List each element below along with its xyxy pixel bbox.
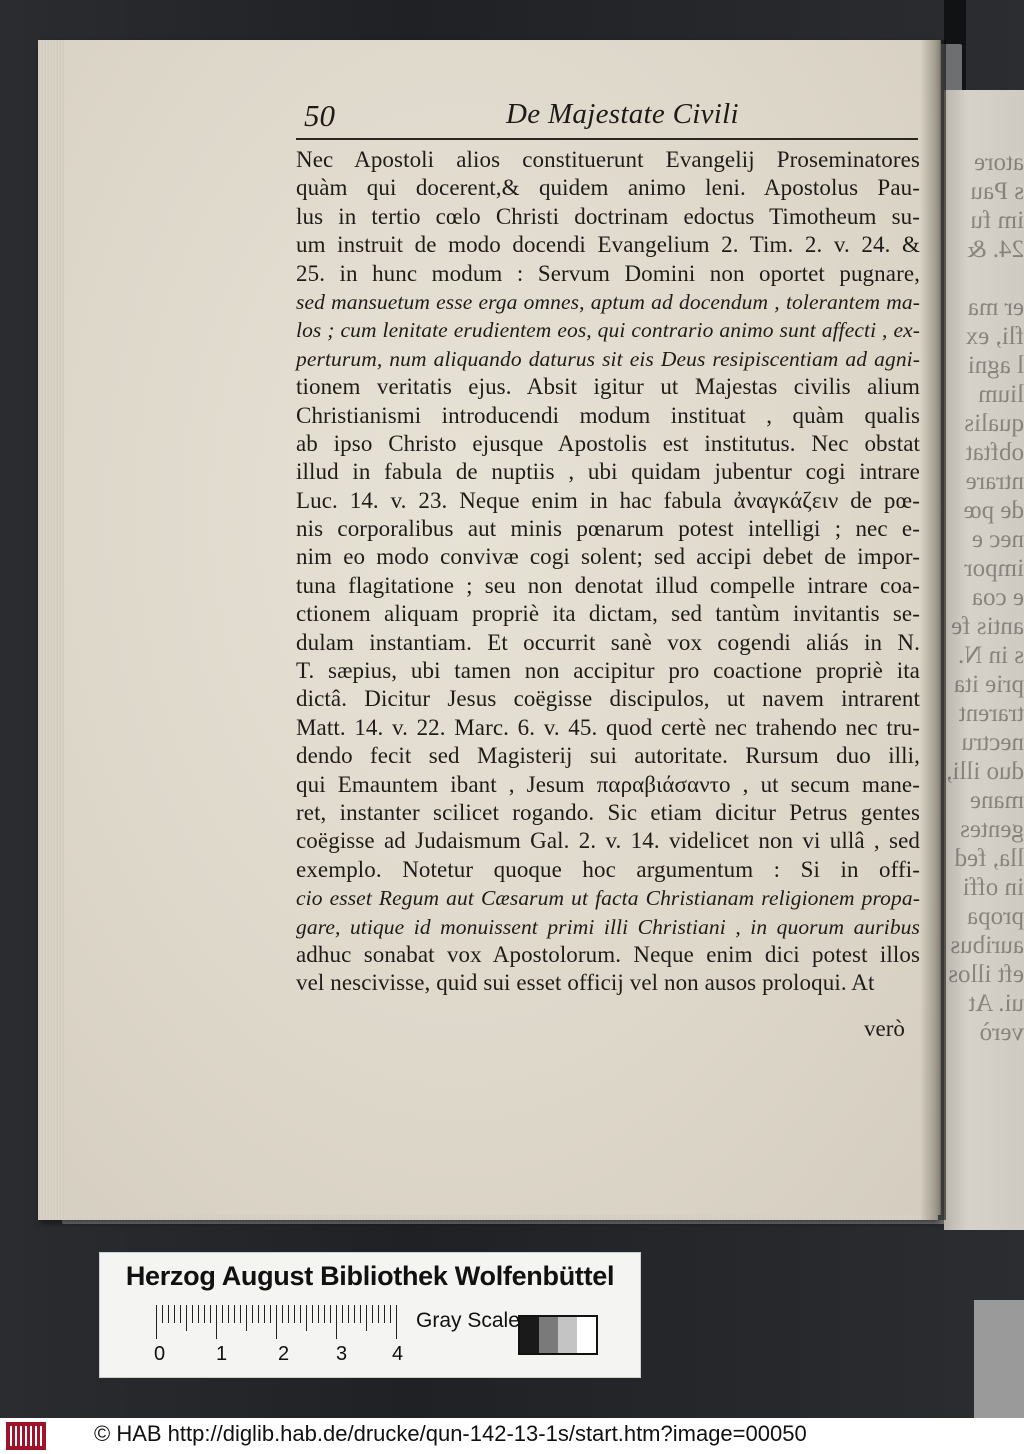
ruler-tick	[330, 1305, 331, 1323]
text-line: cio esset Regum aut Cæsarum ut facta Christianam religionem propa-	[296, 886, 920, 911]
text-line: perturum, num aliquando daturus sit eis Deus resipiscentiam ad agni-	[296, 346, 920, 371]
second-target-card	[974, 1300, 1024, 1420]
facing-page	[944, 90, 1024, 1230]
ruler-tick	[270, 1305, 271, 1323]
text-line: adhuc sonabat vox Apostolorum. Neque enim dici potest illos	[296, 941, 920, 967]
text-line: coëgisse ad Judaismum Gal. 2. v. 14. videlicet non vi ullâ , sed	[296, 828, 920, 854]
text-line: T. sæpius, ubi tamen non accipitur pro coactione propriè ita	[296, 658, 920, 684]
text-line: los ; cum lenitate erudientem eos, qui contrario animo sunt affecti , ex-	[296, 318, 920, 343]
ruler-tick	[342, 1305, 343, 1323]
text-line: quàm qui docerent,& quidem animo leni. Apostolus Pau-	[296, 175, 920, 201]
text-line: exemplo. Notetur quoque hoc argumentum : Si in offi-	[296, 856, 920, 882]
catchword: verò	[864, 1016, 905, 1041]
footer-bar	[0, 1418, 1024, 1454]
text-line: nis corporalibus aut minis pœnarum potest intelligi ; nec e-	[296, 516, 920, 542]
ruler-tick	[276, 1305, 277, 1339]
text-line: Luc. 14. v. 23. Neque enim in hac fabula ἀναγκάζειν de pœ-	[296, 487, 920, 513]
library-name: Herzog August Bibliothek Wolfenbüttel	[125, 1261, 615, 1291]
ruler-number: 2	[278, 1343, 290, 1365]
ruler-tick	[174, 1305, 175, 1323]
ruler-tick	[192, 1305, 193, 1323]
logo-stripe	[25, 1426, 27, 1446]
header-rule	[296, 138, 918, 140]
text-line: vel nescivisse, quid sui esset officij vel non ausos proloqui. At	[296, 970, 875, 996]
ruler-number: 4	[392, 1343, 404, 1365]
logo-stripe	[10, 1426, 12, 1446]
ruler-tick	[234, 1305, 235, 1323]
hab-logo-icon	[6, 1422, 46, 1450]
text-line: Christianismi introducendi modum instituat , quàm qualis	[296, 402, 920, 428]
logo-stripe	[35, 1426, 37, 1446]
page-header	[296, 96, 916, 136]
text-line: um instruit de modo docendi Evangelium 2. Tim. 2. v. 24. &	[296, 232, 920, 258]
text-line: gare, utique id monuissent primi illi Christiani , in quorum auribus	[296, 914, 920, 939]
ruler-tick	[156, 1305, 157, 1339]
text-line: dulam instantiam. Et occurrit sanè vox cogendi aliás in N.	[296, 629, 920, 655]
text-line: illud in fabula de nuptiis , ubi quidam jubentur cogi intrare	[296, 459, 920, 485]
ruler-tick	[204, 1305, 205, 1323]
ruler-number: 0	[154, 1343, 166, 1365]
text-line: ret, instanter scilicet rogando. Sic etiam dicitur Petrus gentes	[296, 799, 920, 825]
ruler-tick	[228, 1305, 229, 1323]
ruler-tick	[390, 1305, 391, 1323]
logo-stripe	[30, 1426, 32, 1446]
ruler-tick	[336, 1305, 337, 1339]
ruler-tick	[252, 1305, 253, 1323]
logo-stripe	[15, 1426, 17, 1446]
gray-swatches	[518, 1315, 598, 1355]
ruler-tick	[222, 1305, 223, 1323]
ruler-tick	[282, 1305, 283, 1323]
ruler-tick	[258, 1305, 259, 1323]
ruler-number: 1	[216, 1343, 228, 1365]
ruler-tick	[162, 1305, 163, 1323]
ruler-tick	[312, 1305, 313, 1323]
ruler-tick	[180, 1305, 181, 1323]
ruler-tick	[396, 1305, 397, 1339]
ruler-tick	[318, 1305, 319, 1323]
page-number: 50	[304, 98, 335, 133]
ruler-tick	[306, 1305, 307, 1331]
logo-stripe	[20, 1426, 22, 1446]
logo-stripe	[40, 1426, 42, 1446]
text-line: ctionem aliquam propriè ita dictam, sed tantùm invitantis se-	[296, 601, 920, 627]
ruler-tick	[210, 1305, 211, 1323]
gray-swatch	[558, 1317, 577, 1353]
ruler-tick	[264, 1305, 265, 1323]
ruler-tick	[300, 1305, 301, 1323]
text-line: ab ipso Christo ejusque Apostolis est institutus. Nec obstat	[296, 430, 920, 456]
running-title: De Majestate Civili	[506, 98, 739, 130]
text-line: Nec Apostoli alios constituerunt Evangelij Proseminatores	[296, 147, 920, 172]
gray-swatch	[577, 1317, 596, 1353]
ruler-number: 3	[336, 1343, 348, 1365]
ruler-tick	[240, 1305, 241, 1323]
gray-scale-label: Gray Scale	[416, 1309, 520, 1332]
facing-page-bleed: atore s Pau im fu 24. & er ma fli, ex l agni lium qualis obftat ntrare de pœ nec e impor e coa antis fe s in N. prie ita trarent nectru duo illi, mane gentes lla, fed in offi propa auribus eft illos ui. At verò	[946, 149, 1024, 1046]
ruler-tick	[348, 1305, 349, 1323]
text-line: qui Emauntem ibant , Jesum παραβιάσαντο , ut secum mane-	[296, 771, 920, 797]
ruler-tick	[366, 1305, 367, 1331]
ruler-tick	[198, 1305, 199, 1323]
ruler-tick	[246, 1305, 247, 1331]
text-line: nim eo modo convivæ cogi solent; sed accipi debet de impor-	[296, 544, 920, 570]
text-line: 25. in hunc modum : Servum Domini non oportet pugnare,	[296, 260, 920, 286]
color-scale-card	[99, 1252, 641, 1378]
ruler-tick	[354, 1305, 355, 1323]
ruler	[156, 1305, 416, 1341]
spine-shadow	[920, 40, 946, 1220]
text-line: tionem veritatis ejus. Absit igitur ut Majestas civilis alium	[296, 374, 920, 400]
text-line: Matt. 14. v. 22. Marc. 6. v. 45. quod certè nec trahendo nec tru-	[296, 714, 920, 740]
gray-swatch	[539, 1317, 558, 1353]
text-line: tuna flagitatione ; seu non denotat illud compelle intrare coa-	[296, 572, 920, 598]
text-line: lus in tertio cœlo Christi doctrinam edoctus Timotheum su-	[296, 203, 920, 229]
text-line: dictâ. Dicitur Jesus coëgisse discipulos, ut navem intrarent	[296, 686, 920, 712]
ruler-tick	[288, 1305, 289, 1323]
ruler-tick	[294, 1305, 295, 1323]
ruler-tick	[324, 1305, 325, 1323]
text-line: sed mansuetum esse erga omnes, aptum ad docendum , tolerantem ma-	[296, 289, 920, 314]
text-line: dendo fecit sed Magisterij sui autoritate. Rursum duo illi,	[296, 743, 920, 769]
ruler-tick	[378, 1305, 379, 1323]
ruler-tick	[168, 1305, 169, 1323]
ruler-tick	[216, 1305, 217, 1339]
ruler-tick	[186, 1305, 187, 1331]
ruler-tick	[384, 1305, 385, 1323]
ruler-tick	[372, 1305, 373, 1323]
footer-credit-link[interactable]: © HAB http://diglib.hab.de/drucke/qun-142-13-1s/start.htm?image=00050	[94, 1421, 807, 1446]
gray-swatch	[520, 1317, 539, 1353]
body-text	[296, 146, 920, 998]
ruler-tick	[360, 1305, 361, 1323]
